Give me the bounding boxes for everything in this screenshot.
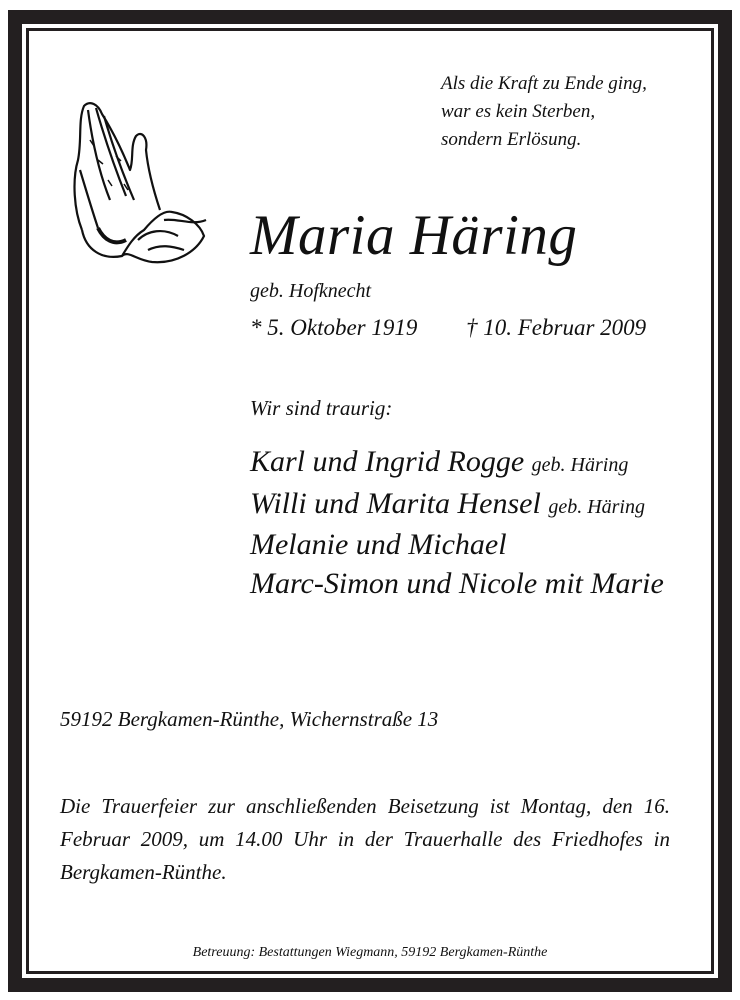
quote-line: Als die Kraft zu Ende ging, [441, 73, 647, 94]
mourner-names: Marc-Simon und Nicole mit Marie [250, 566, 664, 600]
mourner-line [250, 485, 664, 527]
mourner-names: Willi und Marita Hensel [250, 486, 541, 520]
mourners-list [250, 443, 664, 603]
maiden-name: geb. Hofknecht [250, 280, 372, 302]
address: 59192 Bergkamen-Rünthe, Wichernstraße 13 [60, 707, 439, 731]
mourner-line [250, 443, 664, 485]
mourner-names: Karl und Ingrid Rogge [250, 445, 525, 478]
memorial-quote [441, 70, 647, 154]
quote-line: sondern Erlösung. [441, 129, 582, 150]
ceremony-notice: Die Trauerfeier zur anschließenden Beisetzung ist Montag, den 16. Februar 2009, um 14.00 Uhr in der Trauerhalle des Friedhofes in Bergkamen-Rünthe. [60, 794, 670, 884]
mourner-line [250, 565, 664, 604]
mourner-names: Melanie und Michael [250, 528, 507, 561]
death-date: † 10. Februar 2009 [466, 315, 647, 340]
mourner-line [250, 526, 664, 565]
mourners-intro: Wir sind traurig: [250, 396, 393, 420]
praying-hands-icon [68, 100, 210, 270]
deceased-name: Maria Häring [250, 204, 578, 267]
mourner-note: geb. Häring [531, 454, 629, 476]
funeral-home-footer: Betreuung: Bestattungen Wiegmann, 59192 Bergkamen-Rünthe [192, 945, 548, 960]
quote-line: war es kein Sterben, [441, 101, 596, 122]
mourner-note: geb. Häring [548, 495, 645, 518]
birth-date: * 5. Oktober 1919 [250, 315, 418, 340]
